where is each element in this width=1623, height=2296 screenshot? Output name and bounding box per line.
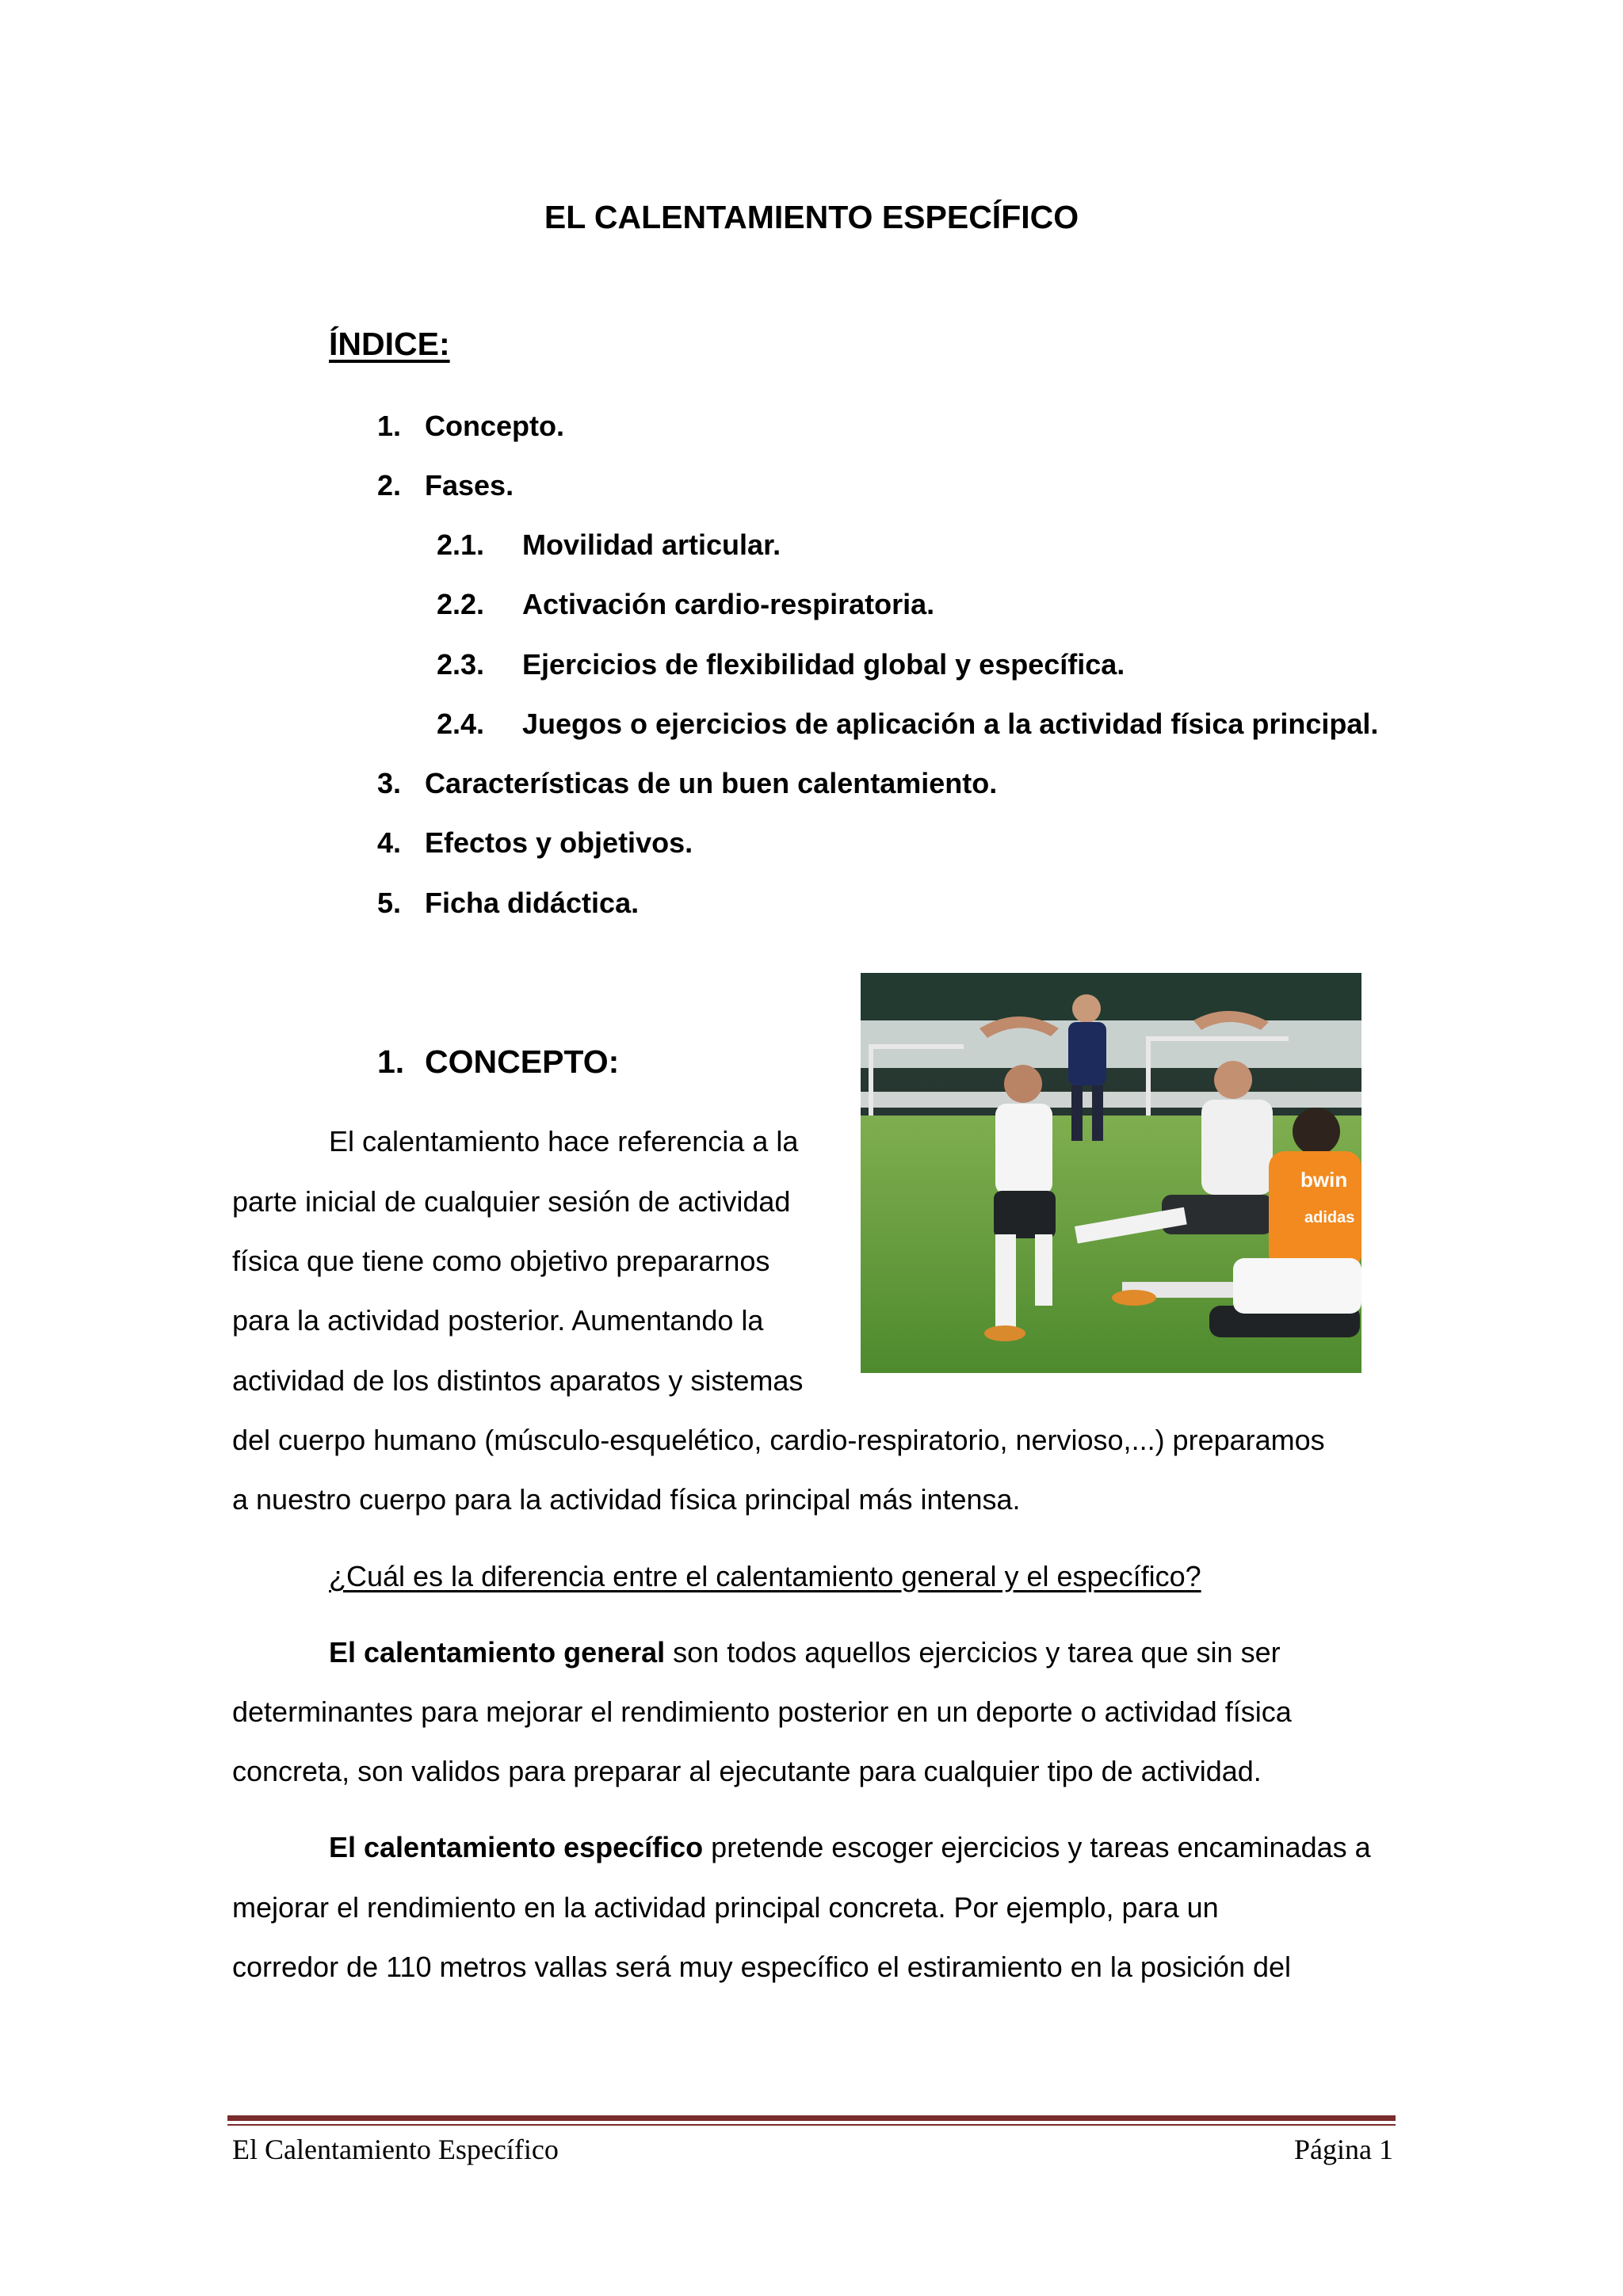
toc-number: 4. bbox=[377, 826, 402, 859]
especifico-paragraph-line1 bbox=[329, 1829, 1371, 1866]
footer-rule-thin bbox=[227, 2124, 1396, 2126]
paragraph-line: El calentamiento hace referencia a la bbox=[329, 1125, 799, 1158]
toc-text: Movilidad articular. bbox=[522, 528, 781, 561]
general-text: son todos aquellos ejercicios y tarea que sin ser bbox=[665, 1636, 1281, 1669]
section-number: 1. bbox=[377, 1043, 405, 1080]
index-heading: ÍNDICE: bbox=[329, 326, 450, 362]
toc-number: 2.3. bbox=[437, 648, 485, 681]
especifico-paragraph-line3: corredor de 110 metros vallas será muy específico el estiramiento en la posición del bbox=[232, 1951, 1291, 1983]
section-heading-concepto bbox=[377, 1041, 619, 1082]
paragraph-line: para la actividad posterior. Aumentando la bbox=[232, 1304, 764, 1337]
training-photo bbox=[861, 973, 1361, 1373]
toc-text: Concepto. bbox=[425, 410, 564, 442]
toc-number: 3. bbox=[377, 767, 402, 799]
toc-text: Activación cardio-respiratoria. bbox=[522, 588, 935, 620]
footer-page-number: Página 1 bbox=[1294, 2134, 1393, 2165]
toc-number: 2. bbox=[377, 469, 402, 502]
toc-number: 1. bbox=[377, 410, 402, 442]
especifico-text: pretende escoger ejercicios y tareas encaminadas a bbox=[703, 1831, 1371, 1863]
paragraph-line: actividad de los distintos aparatos y sistemas bbox=[232, 1364, 804, 1397]
general-paragraph-line1 bbox=[329, 1634, 1281, 1671]
footer-document-title: El Calentamiento Específico bbox=[232, 2134, 559, 2165]
toc-text: Ficha didáctica. bbox=[425, 887, 640, 919]
especifico-paragraph-line2: mejorar el rendimiento en la actividad principal concreta. Por ejemplo, para un bbox=[232, 1891, 1219, 1924]
toc-number: 2.4. bbox=[437, 707, 485, 740]
especifico-term: El calentamiento específico bbox=[329, 1831, 704, 1863]
bib-text: bwin bbox=[1300, 1168, 1348, 1192]
document-title: EL CALENTAMIENTO ESPECÍFICO bbox=[544, 199, 1079, 235]
bib-brand: adidas bbox=[1304, 1209, 1355, 1226]
footer-rule bbox=[227, 2115, 1396, 2121]
section-title: CONCEPTO: bbox=[425, 1043, 620, 1080]
general-paragraph-line3: concreta, son validos para preparar al ejecutante para cualquier tipo de actividad. bbox=[232, 1755, 1262, 1787]
paragraph-line: del cuerpo humano (músculo-esquelético, cardio-respiratorio, nervioso,...) preparamos bbox=[232, 1424, 1325, 1456]
toc-text: Efectos y objetivos. bbox=[425, 826, 693, 859]
question-line: ¿Cuál es la diferencia entre el calentamiento general y el específico? bbox=[329, 1560, 1201, 1592]
photo-illustration bbox=[861, 973, 1361, 1373]
toc-number: 5. bbox=[377, 887, 402, 919]
toc-number: 2.1. bbox=[437, 528, 485, 561]
toc-text: Ejercicios de flexibilidad global y específica. bbox=[522, 648, 1125, 681]
toc-number: 2.2. bbox=[437, 588, 485, 620]
toc-text: Juegos o ejercicios de aplicación a la actividad física principal. bbox=[522, 707, 1379, 740]
paragraph-line: física que tiene como objetivo prepararnos bbox=[232, 1245, 770, 1277]
toc-text: Características de un buen calentamiento. bbox=[425, 767, 998, 799]
general-term: El calentamiento general bbox=[329, 1636, 666, 1669]
paragraph-line: parte inicial de cualquier sesión de actividad bbox=[232, 1185, 791, 1218]
general-paragraph-line2: determinantes para mejorar el rendimiento posterior en un deporte o actividad física bbox=[232, 1695, 1292, 1728]
toc-text: Fases. bbox=[425, 469, 514, 502]
paragraph-line: a nuestro cuerpo para la actividad física principal más intensa. bbox=[232, 1483, 1021, 1516]
